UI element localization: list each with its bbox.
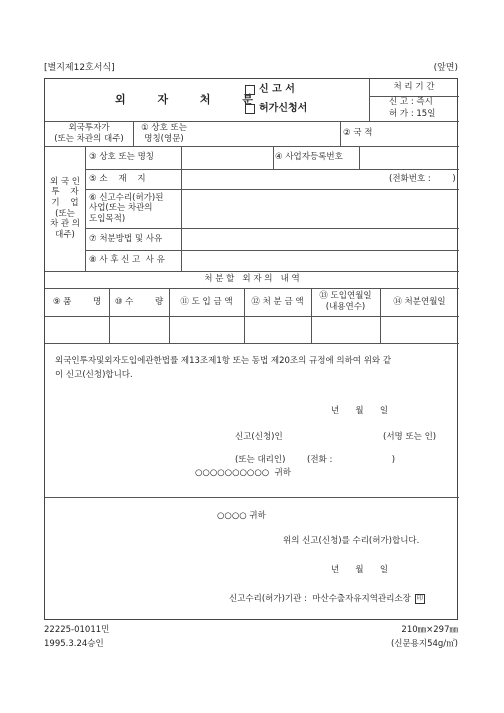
phone-number-label: (전화번호 : ) bbox=[389, 173, 456, 184]
item-name-field[interactable] bbox=[47, 318, 107, 341]
form-code: 22225-01011민 bbox=[44, 625, 110, 635]
applicant-phone-label: (전화 : ) bbox=[307, 454, 396, 465]
project-label: ⑥ 신고수리(허가)된 사업(또는 차관의 도입목적) bbox=[89, 192, 164, 224]
project-field[interactable] bbox=[184, 191, 454, 226]
report-checkbox[interactable] bbox=[245, 85, 255, 95]
agent-label: (또는 대리인) bbox=[235, 454, 286, 465]
approval-date: 년 월 일 bbox=[331, 564, 389, 575]
investor-label: 외국투자가 (또는 차관의 대주) bbox=[54, 122, 124, 144]
import-amount-field[interactable] bbox=[171, 318, 242, 341]
address-label: ⑤ 소 재 지 bbox=[89, 173, 146, 184]
quantity-field[interactable] bbox=[111, 318, 167, 341]
official-seal: 印 bbox=[416, 595, 423, 602]
col-import-date: ⑬ 도입연월일 (내용연수) bbox=[319, 291, 372, 312]
post-report-reason-field[interactable] bbox=[184, 252, 454, 269]
post-report-reason-label: ⑧ 사 후 신 고 사 유 bbox=[89, 255, 165, 266]
statement-date: 년 월 일 bbox=[331, 405, 389, 416]
col-disposal-amount: ⑫ 처 분 금 액 bbox=[251, 296, 304, 307]
applicant-label: 신고(신청)인 bbox=[235, 431, 283, 442]
investor-name-field[interactable] bbox=[197, 123, 337, 144]
form-title: 외 자 처 분 bbox=[115, 93, 267, 107]
disposal-method-field[interactable] bbox=[184, 230, 454, 248]
nationality-field[interactable] bbox=[385, 123, 455, 144]
col-item-name: ⑨ 품 명 bbox=[52, 296, 102, 307]
approval-date-footer: 1995.3.24승인 bbox=[44, 639, 104, 649]
option-permit[interactable] bbox=[245, 100, 307, 118]
address-field[interactable] bbox=[184, 171, 384, 187]
permit-label: 허가신청서 bbox=[259, 102, 308, 114]
application-form bbox=[44, 78, 458, 620]
disposal-date-field[interactable] bbox=[382, 318, 457, 341]
signature-label: (서명 또는 인) bbox=[383, 431, 437, 442]
approval-recipient: ○○○○ 귀하 bbox=[217, 510, 266, 521]
investor-name-label: ① 상호 또는 명칭(영문) bbox=[141, 122, 187, 144]
statement-recipient: ○○○○○○○○○○ 귀하 bbox=[195, 467, 291, 478]
col-import-amount: ⑪ 도 입 금 액 bbox=[180, 296, 233, 307]
business-number-field[interactable] bbox=[362, 148, 455, 167]
business-number-label: ④ 사업자등록번호 bbox=[275, 152, 343, 163]
disposal-amount-field[interactable] bbox=[246, 318, 309, 341]
col-disposal-date: ⑭ 처분연월일 bbox=[393, 296, 446, 307]
nationality-label: ② 국 적 bbox=[343, 128, 373, 139]
option-report[interactable] bbox=[245, 81, 295, 99]
company-name-field[interactable] bbox=[184, 148, 270, 167]
form-number: [별지제12호서식] bbox=[44, 63, 115, 73]
processing-period-title: 처 리 기 간 bbox=[393, 82, 435, 93]
paper-size: 210㎜×297㎜ bbox=[401, 625, 458, 635]
page-side-label: (앞면) bbox=[433, 63, 458, 73]
details-section-title: 처 분 할 외 자 의 내 역 bbox=[204, 274, 300, 285]
approval-authority: 신고수리(허가)기관 : 마산수출자유지역관리소장 印 bbox=[229, 593, 423, 604]
company-name-label: ③ 상호 또는 명칭 bbox=[89, 152, 154, 163]
disposal-method-label: ⑦ 처분방법 및 사유 bbox=[89, 233, 163, 244]
report-label: 신 고 서 bbox=[259, 83, 295, 95]
import-date-field[interactable] bbox=[313, 318, 378, 341]
col-quantity: ⑩ 수 량 bbox=[114, 296, 164, 307]
statement-line-1: 외국인투자및외자도입에관한법률 제13조제1항 또는 동법 제20조의 규정에 의하여 위와 같 bbox=[55, 355, 392, 366]
applicant-field[interactable] bbox=[303, 431, 383, 443]
approval-text: 위의 신고(신청)를 수리(허가)합니다. bbox=[283, 535, 420, 546]
paper-type: (신문용지54g/㎡) bbox=[390, 639, 458, 649]
company-side-label: 외 국 인 투 자 기 업 (또는 차 관 의 대주) bbox=[49, 176, 81, 240]
permit-checkbox[interactable] bbox=[245, 104, 255, 114]
statement-line-2: 이 신고(신청)합니다. bbox=[55, 369, 133, 380]
processing-period-report: 신 고 : 즉시 bbox=[389, 96, 433, 107]
processing-period-permit: 허 가 : 15일 bbox=[389, 108, 436, 119]
